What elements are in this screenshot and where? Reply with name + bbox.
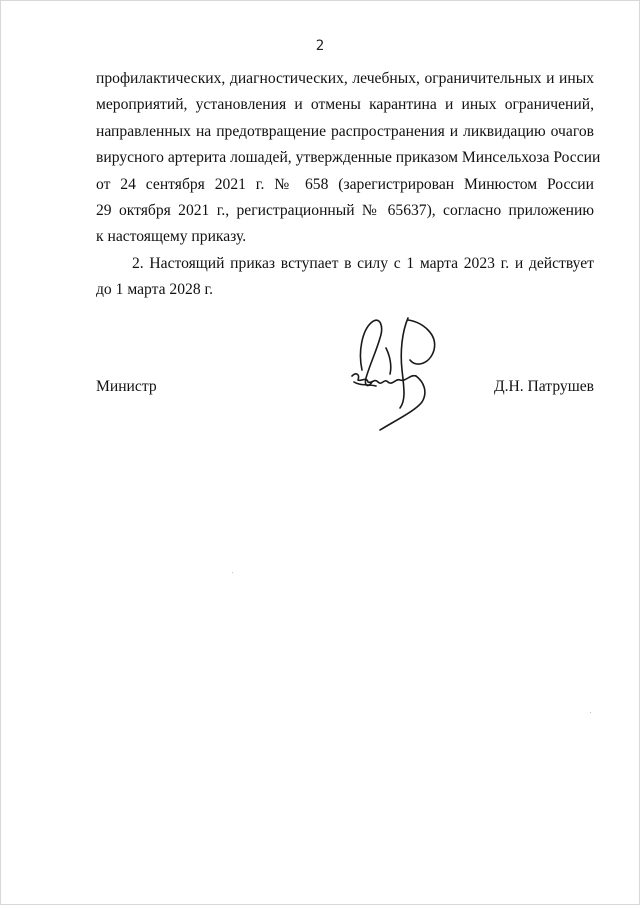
paragraph-line: 2. Настоящий приказ вступает в силу с 1 марта 2023 г. и действует [132, 254, 594, 272]
signatory-title: Министр [96, 378, 157, 395]
paragraph-line: до 1 марта 2028 г. [96, 281, 214, 299]
paragraph-line: мероприятий, установления и отмены карантина и иных ограничений, [96, 96, 594, 114]
paragraph-line: направленных на предотвращение распространения и ликвидацию очагов [96, 122, 594, 140]
page-number: 2 [315, 38, 325, 54]
document-body [96, 66, 601, 304]
paragraph-line: 29 октября 2021 г., регистрационный № 65637), согласно приложению [96, 202, 594, 220]
handwritten-signature [340, 312, 450, 434]
signatory-name: Д.Н. Патрушев [493, 378, 594, 395]
paragraph-line: вирусного артерита лошадей, утвержденные приказом Минсельхоза России [96, 149, 601, 167]
scan-speck [590, 712, 591, 713]
paragraph-line: к настоящему приказу. [96, 228, 247, 246]
paragraph-line: профилактических, диагностических, лечебных, ограничительных и иных [96, 70, 594, 87]
paragraph-line: от 24 сентября 2021 г. № 658 (зарегистрирован Минюстом России [96, 175, 594, 193]
scan-speck [232, 572, 233, 573]
